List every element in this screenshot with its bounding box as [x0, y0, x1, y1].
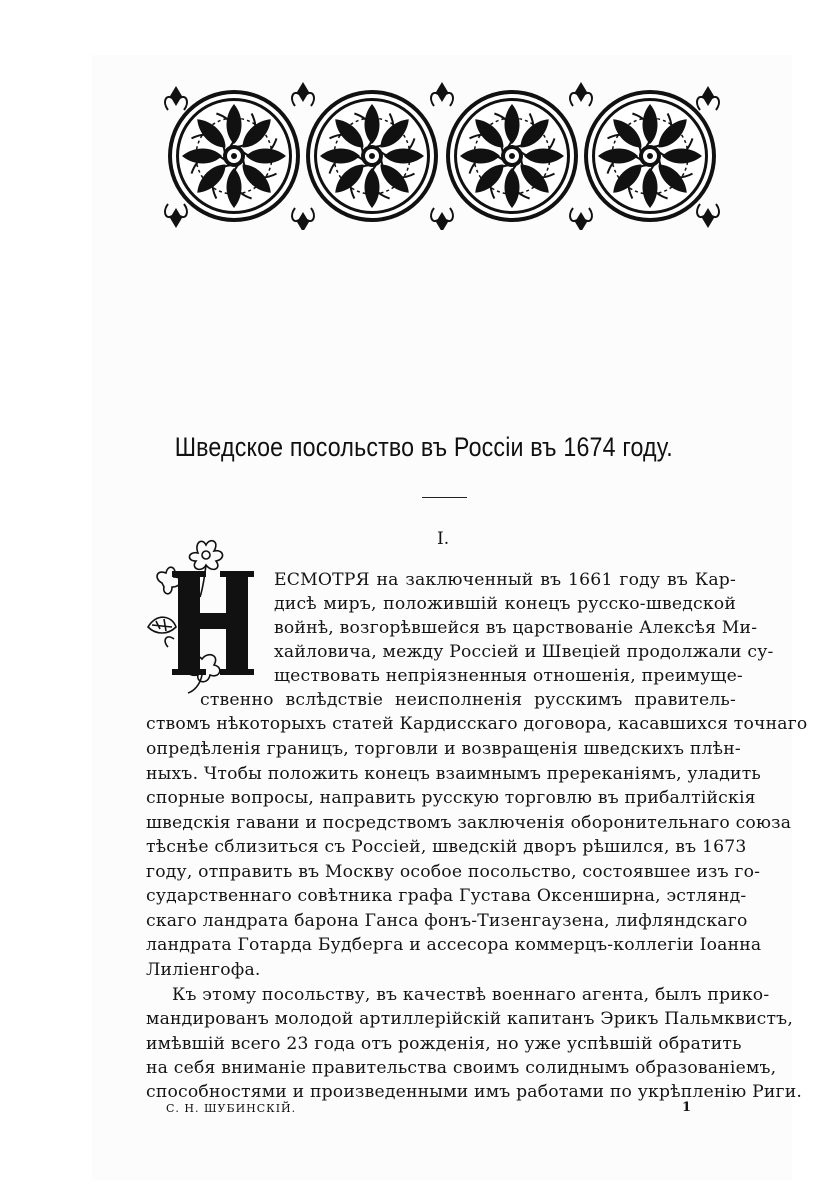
body-line: ственно вслѣдствіе неисполненія русскимъ правитель-	[200, 690, 736, 710]
body-line: шведскія гавани и посредствомъ заключенія оборонительнаго союза	[146, 813, 792, 833]
decorative-rosette-band-icon	[164, 80, 720, 230]
body-line: скаго ландрата барона Ганса фонъ-Тизенгаузена, лифляндскаго	[146, 911, 748, 931]
drop-cap-letter: Н	[213, 663, 214, 664]
body-line: мандированъ молодой артиллерійскій капитанъ Эрикъ Пальмквистъ,	[146, 1009, 793, 1029]
body-line: способностями и произведенными имъ работами по укрѣпленію Риги.	[146, 1082, 803, 1102]
page-number: 1	[682, 1100, 692, 1115]
body-line: имѣвшій всего 23 года отъ рожденія, но уже успѣвшій обратить	[146, 1034, 742, 1054]
body-line: хайловича, между Россіей и Швеціей продолжали су-	[274, 642, 774, 662]
body-line: ныхъ. Чтобы положить конецъ взаимнымъ пререканіямъ, уладить	[146, 764, 761, 784]
body-line: дисѣ миръ, положившій конецъ русско-шведской	[274, 594, 736, 614]
body-line: Къ этому посольству, въ качествѣ военнаго агента, былъ прико-	[172, 985, 770, 1005]
drop-cap	[142, 535, 270, 695]
body-line: Лиліенгофа.	[146, 960, 261, 980]
author-signature: С. Н. ШУБИНСКІЙ.	[166, 1102, 297, 1115]
title-divider	[422, 497, 467, 498]
body-line: на себя вниманіе правительства своимъ солиднымъ образованіемъ,	[146, 1058, 777, 1078]
body-line: ществовать непріязненныя отношенія, преимуще-	[274, 666, 743, 686]
body-line: опредѣленія границъ, торговли и возвращенія шведскихъ плѣн-	[146, 739, 741, 759]
article-title: Шведское посольство въ Россіи въ 1674 году.	[174, 432, 673, 462]
body-line: ствомъ нѣкоторыхъ статей Кардисскаго договора, касавшихся точнаго	[146, 714, 808, 734]
body-line: тѣснѣе сблизиться съ Россіей, шведскій дворъ рѣшился, въ 1673	[146, 837, 747, 857]
body-line: войнѣ, возгорѣвшейся въ царствованіе Алексѣя Ми-	[274, 618, 758, 638]
body-line: году, отправить въ Москву особое посольство, состоявшее изъ го-	[146, 862, 761, 882]
body-line: ландрата Готарда Будберга и ассесора коммерцъ-коллегіи Іоанна	[146, 935, 762, 955]
body-line: сударственнаго совѣтника графа Густава Оксенширна, эстлянд-	[146, 886, 747, 906]
body-line: ЕСМОТРЯ на заключенный въ 1661 году въ Кар-	[274, 570, 736, 590]
section-number: I.	[437, 529, 450, 549]
body-line: спорные вопросы, направить русскую торговлю въ прибалтійскія	[146, 788, 756, 808]
